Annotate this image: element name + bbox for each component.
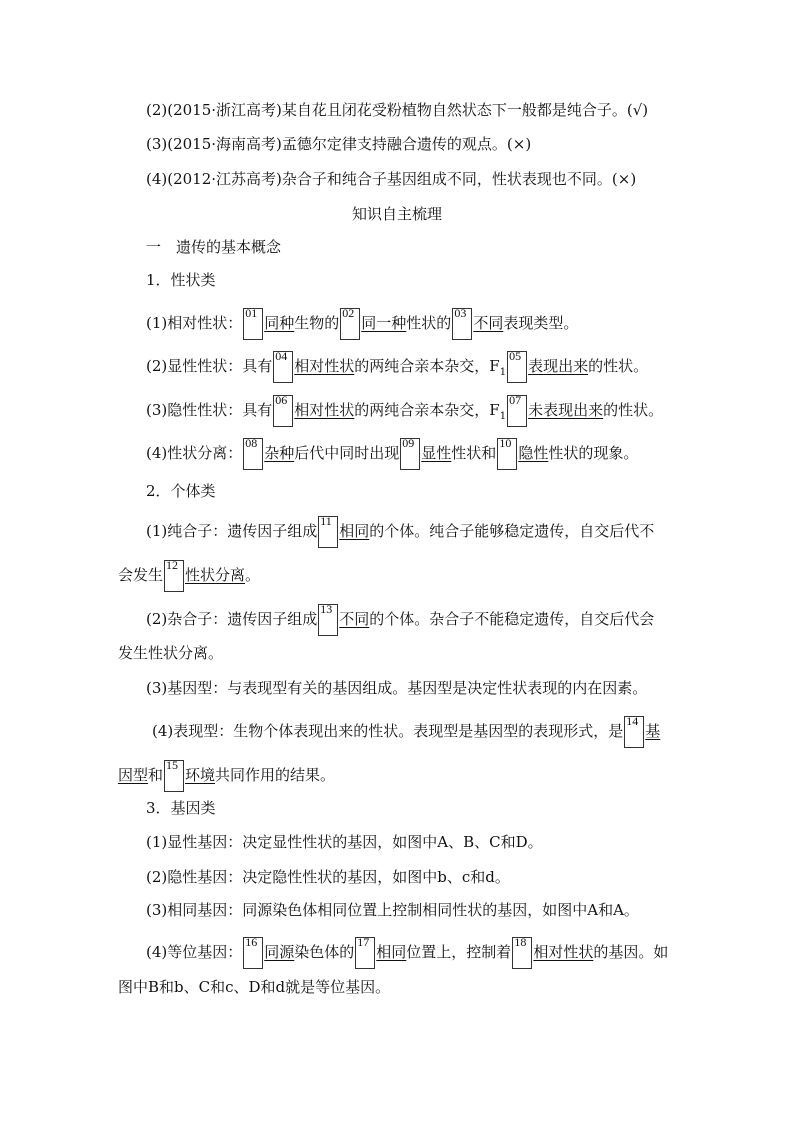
blank-box-03: 03 <box>452 308 472 340</box>
definition-same-gene: (3)相同基因：同源染色体相同位置上控制相同性状的基因，如图中A和A。 <box>146 901 639 919</box>
definition-relative-trait: (1)相对性状： 01 同种生物的 02 同一种性状的 03 不同表现类型。 <box>146 308 578 340</box>
answer-08: 杂种 <box>264 444 295 462</box>
subsection-heading-genes: 3．基因类 <box>146 799 216 817</box>
blank-box-16: 16 <box>243 937 263 969</box>
answer-13: 不同 <box>339 610 370 628</box>
definition-genotype: (3)基因型：与表现型有关的基因组成。基因型是决定性状表现的内在因素。 <box>146 679 648 697</box>
blank-box-13: 13 <box>318 604 338 636</box>
blank-box-08: 08 <box>243 438 263 470</box>
answer-11: 相同 <box>339 522 370 540</box>
answer-12: 性状分离 <box>185 566 246 584</box>
blank-box-10: 10 <box>497 438 517 470</box>
blank-box-05: 05 <box>507 351 527 383</box>
definition-heterozygote: (2)杂合子：遗传因子组成 13 不同的个体。杂合子不能稳定遗传，自交后代会 <box>146 604 654 636</box>
definition-dominant-gene: (1)显性基因：决定显性性状的基因，如图中A、B、C和D。 <box>146 833 543 851</box>
definition-phenotype: (4)表现型：生物个体表现出来的性状。表现型是基因型的表现形式，是 14 基 <box>152 716 660 748</box>
exercise-item-3: (3)(2015·海南高考)孟德尔定律支持融合遗传的观点。(×) <box>146 135 532 153</box>
blank-box-04: 04 <box>273 351 293 383</box>
blank-box-15: 15 <box>164 760 184 792</box>
definition-phenotype-cont: 因型和 15 环境共同作用的结果。 <box>118 760 335 792</box>
definition-label: (1)相对性状： <box>146 314 243 332</box>
answer-17: 相同 <box>376 943 407 961</box>
blank-box-01: 01 <box>243 308 263 340</box>
part-heading: 一 遗传的基本概念 <box>146 238 282 256</box>
blank-box-12: 12 <box>164 560 184 592</box>
answer-04: 相对性状 <box>294 357 355 375</box>
answer-05: 表现出来 <box>528 357 589 375</box>
definition-heterozygote-cont: 发生性状分离。 <box>118 644 224 662</box>
answer-10: 隐性 <box>518 444 549 462</box>
blank-box-14: 14 <box>624 716 644 748</box>
blank-box-02: 02 <box>340 308 360 340</box>
exercise-item-4: (4)(2012·江苏高考)杂合子和纯合子基因组成不同，性状表现也不同。(×) <box>146 170 637 188</box>
blank-box-07: 07 <box>507 395 527 427</box>
answer-02: 同一种 <box>361 314 407 332</box>
blank-box-09: 09 <box>400 438 420 470</box>
definition-trait-segregation: (4)性状分离： 08 杂种后代中同时出现 09 显性性状和 10 隐性性状的现象。 <box>146 438 638 470</box>
blank-box-06: 06 <box>273 395 293 427</box>
definition-allele-cont: 图中B和b、C和c、D和d就是等位基因。 <box>118 978 391 996</box>
definition-recessive-trait: (3)隐性性状：具有 06 相对性状的两纯合亲本杂交，$F_1$ 07 未表现出来的性状。 <box>146 395 663 427</box>
blank-box-18: 18 <box>512 937 532 969</box>
answer-01: 同种 <box>264 314 295 332</box>
subsection-heading-traits: 1．性状类 <box>146 271 216 289</box>
definition-allele: (4)等位基因： 16 同源染色体的 17 相同位置上，控制着 18 相对性状的基因。如 <box>146 937 668 969</box>
blank-box-17: 17 <box>355 937 375 969</box>
answer-18: 相对性状 <box>533 943 594 961</box>
answer-15: 环境 <box>185 766 216 784</box>
answer-03: 不同 <box>473 314 504 332</box>
answer-16: 同源 <box>264 943 295 961</box>
answer-06: 相对性状 <box>294 401 355 419</box>
definition-homozygote-cont: 会发生 12 性状分离。 <box>118 560 260 592</box>
blank-box-11: 11 <box>318 516 338 548</box>
exercise-item-2: (2)(2015·浙江高考)某自花且闭花受粉植物自然状态下一般都是纯合子。(√) <box>146 101 649 119</box>
answer-07: 未表现出来 <box>528 401 604 419</box>
section-title: 知识自主梳理 <box>351 205 442 223</box>
definition-homozygote: (1)纯合子：遗传因子组成 11 相同的个体。纯合子能够稳定遗传，自交后代不 <box>146 516 654 548</box>
answer-09: 显性 <box>421 444 452 462</box>
subsection-heading-individuals: 2．个体类 <box>146 482 216 500</box>
definition-dominant-trait: (2)显性性状：具有 04 相对性状的两纯合亲本杂交，$F_1$ 05 表现出来的性状。 <box>146 351 648 383</box>
definition-recessive-gene: (2)隐性基因：决定隐性性状的基因，如图中b、c和d。 <box>146 868 510 886</box>
answer-14: 基 <box>645 722 661 740</box>
